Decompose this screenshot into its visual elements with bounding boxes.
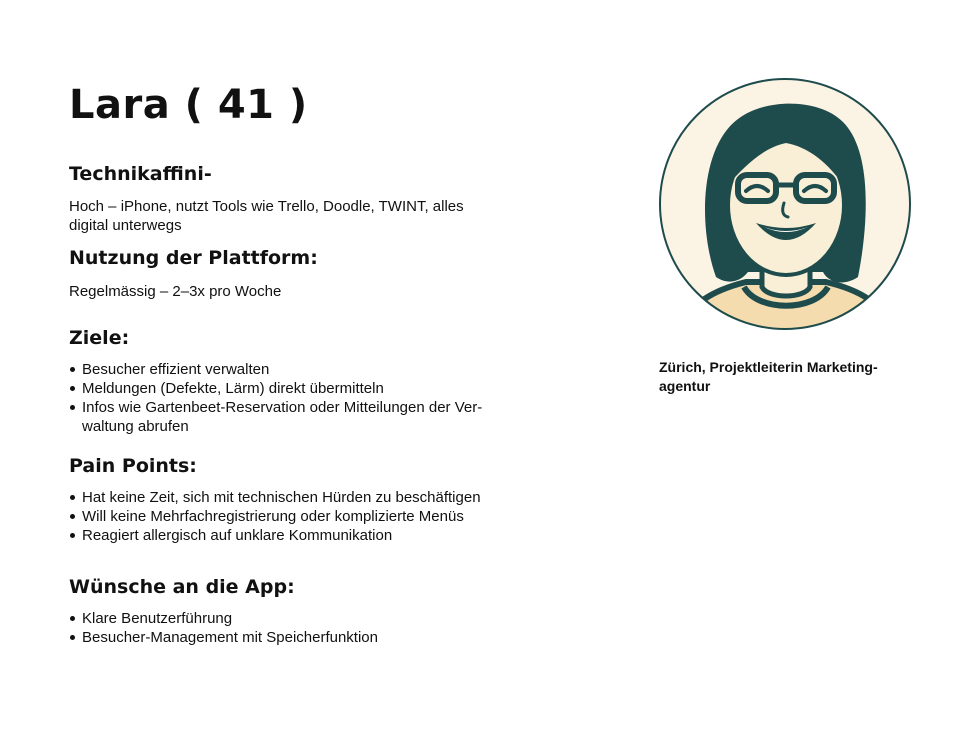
pain-points-list-item: Reagiert allergisch auf unklare Kommunikation <box>69 526 522 545</box>
app-wishes-heading: Wünsche an die App: <box>69 576 295 598</box>
tech-affinity-text: Hoch – iPhone, nutzt Tools wie Trello, Doodle, TWINT, alles digital unterwegs <box>69 198 464 234</box>
section-goals <box>69 326 529 436</box>
goals-heading: Ziele: <box>69 327 130 349</box>
app-wishes-list <box>69 609 529 647</box>
pain-points-list-item: Hat keine Zeit, sich mit technischen Hürden zu beschäftigen <box>69 488 522 507</box>
tech-affinity-heading: Technikaffini- <box>69 163 212 185</box>
pain-points-list <box>69 488 529 545</box>
section-pain-points <box>69 454 529 545</box>
pain-points-heading: Pain Points: <box>69 455 197 477</box>
app-wishes-list-item: Besucher-Management mit Speicherfunktion <box>69 628 522 647</box>
section-tech-affinity <box>69 162 529 235</box>
persona-location-occupation: Zürich, Projektleiterin Marketing-agentur <box>659 359 878 394</box>
goals-list-item: Infos wie Gartenbeet-Reservation oder Mitteilungen der Ver-waltung abrufen <box>69 398 522 436</box>
app-wishes-list-item: Klare Benutzerführung <box>69 609 522 628</box>
persona-title: Lara ( 41 ) <box>69 82 308 128</box>
pain-points-list-item: Will keine Mehrfachregistrierung oder komplizierte Menüs <box>69 507 522 526</box>
smiling-woman-portrait-icon <box>658 77 912 331</box>
goals-list <box>69 360 529 436</box>
goals-list-item: Besucher effizient verwalten <box>69 360 522 379</box>
section-app-wishes <box>69 575 529 647</box>
goals-list-item: Meldungen (Defekte, Lärm) direkt übermitteln <box>69 379 522 398</box>
platform-usage-heading: Nutzung der Plattform: <box>69 247 318 269</box>
section-platform-usage <box>69 246 529 301</box>
platform-usage-text: Regelmässig – 2–3x pro Woche <box>69 283 282 300</box>
